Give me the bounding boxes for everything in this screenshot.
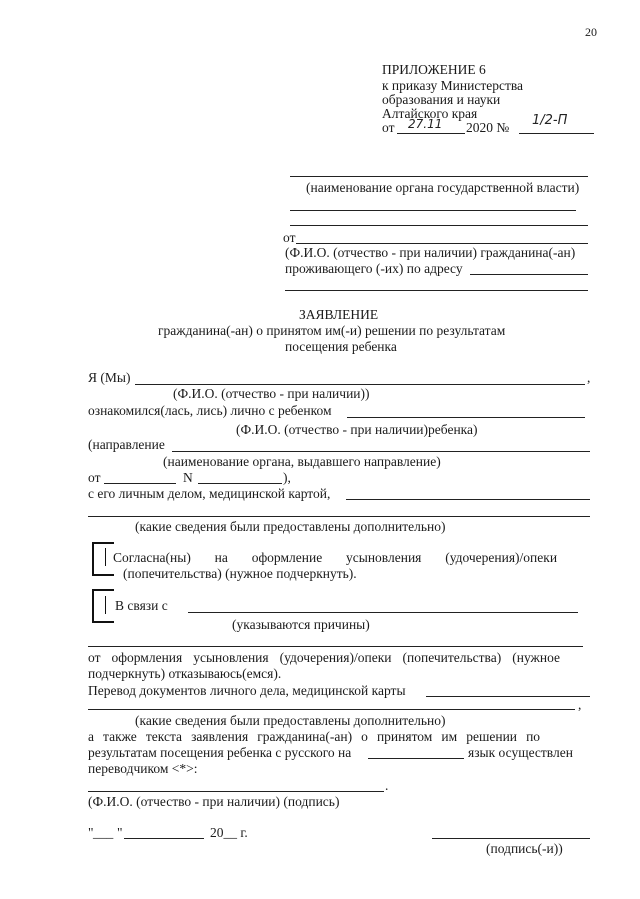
due-to-label: В связи с [115, 598, 168, 613]
address-line [470, 274, 588, 275]
i-we-label: Я (Мы) [88, 370, 131, 385]
appendix-year: 2020 № [466, 120, 510, 135]
also-line-3: переводчиком <*>: [88, 761, 198, 776]
statement-title: ЗАЯВЛЕНИЕ [299, 307, 379, 322]
due-to-line [188, 612, 578, 613]
docs-translation-line-2 [88, 709, 575, 710]
residing-label: проживающего (-их) по адресу [285, 261, 463, 276]
from-date-line [104, 483, 176, 484]
footer-quote-open: " [88, 825, 94, 840]
personal-file-line [346, 499, 590, 500]
docs-translation-comma: , [578, 697, 582, 712]
appendix-line-2: образования и науки [382, 92, 501, 107]
from-label: от [88, 470, 101, 485]
child-line [347, 417, 585, 418]
page-number: 20 [585, 25, 597, 39]
docs-translation-label: Перевод документов личного дела, медицинской карты [88, 683, 406, 698]
reasons-caption: (указываются причины) [232, 617, 370, 632]
appendix-line-3: Алтайского края [382, 106, 478, 121]
translator-line [88, 791, 384, 792]
n-label: N [183, 470, 193, 485]
organ-line-3 [290, 225, 588, 226]
referral-line [172, 451, 590, 452]
acquainted-label: ознакомился(лась, лись) лично с ребенком [88, 403, 332, 418]
translator-caption: (Ф.И.О. (отчество - при наличии) (подпись) [88, 794, 340, 809]
agree-checkbox-mark [105, 548, 106, 566]
close-paren: ), [283, 470, 291, 485]
refuse-checkbox[interactable] [92, 589, 114, 623]
agree-line-2: (попечительства) (нужное подчеркнуть). [123, 566, 357, 581]
docs-translation-line [426, 696, 590, 697]
refuse-checkbox-mark [105, 596, 106, 614]
agree-line-1: Согласна(ны) на оформление усыновления (удочерения)/опеки [113, 550, 558, 565]
referral-label: (направление [88, 437, 165, 452]
footer-signature-caption: (подпись(-и)) [486, 841, 563, 856]
i-we-comma: , [587, 370, 591, 385]
footer-quote-blank: ___ [93, 825, 114, 840]
appendix-line-1: к приказу Министерства [382, 78, 524, 93]
organ-caption: (наименование органа государственной власти) [306, 180, 580, 195]
additional-caption-2: (какие сведения были предоставлены дополнительно) [135, 713, 446, 728]
reasons-line-2 [88, 646, 583, 647]
appendix-number-handwritten: 1/2-П [532, 113, 568, 128]
additional-caption-1: (какие сведения были предоставлены дополнительно) [135, 519, 446, 534]
footer-month-line [124, 838, 204, 839]
from-line [296, 243, 588, 244]
i-we-line [135, 384, 585, 385]
statement-subtitle-1: гражданина(-ан) о принятом им(-и) решении по результатам [158, 323, 506, 338]
organ-line-2 [290, 210, 576, 211]
organ-line [290, 176, 588, 177]
child-fio-caption: (Ф.И.О. (отчество - при наличии)ребенка) [236, 422, 478, 437]
appendix-date-prefix: от [382, 120, 395, 135]
appendix-number-line [519, 133, 594, 134]
fio-caption-1: (Ф.И.О. (отчество - при наличии)) [173, 386, 370, 401]
translator-period: . [385, 778, 389, 793]
also-line-1: а также текста заявления гражданина(-ан) о принятом им решении по [88, 729, 541, 744]
address-line-2 [285, 290, 588, 291]
from-prefix: от [283, 230, 296, 245]
footer-signature-line [432, 838, 590, 839]
agree-checkbox[interactable] [92, 542, 114, 576]
n-line [198, 483, 282, 484]
referral-organ-caption: (наименование органа, выдавшего направление) [163, 454, 441, 469]
personal-file-label: с его личным делом, медицинской картой, [88, 486, 331, 501]
applicant-fio-caption: (Ф.И.О. (отчество - при наличии) гражданина(-ан) [285, 245, 576, 260]
refuse-line-1: от оформления усыновления (удочерения)/опеки (попечительства) (нужное [88, 650, 561, 665]
statement-subtitle-2: посещения ребенка [285, 339, 397, 354]
appendix-date-line [397, 133, 465, 134]
personal-file-line-2 [88, 516, 590, 517]
footer-year: 20__ г. [210, 825, 248, 840]
also-line-2b: язык осуществлен [468, 745, 573, 760]
appendix-title: ПРИЛОЖЕНИЕ 6 [382, 62, 486, 77]
refuse-line-2: подчеркнуть) отказываюсь(емся). [88, 666, 282, 681]
appendix-date-handwritten: 27.11 [408, 117, 443, 131]
also-line-2a: результатам посещения ребенка с русского на [88, 745, 352, 760]
language-line [368, 758, 464, 759]
footer-quote-close: " [117, 825, 123, 840]
